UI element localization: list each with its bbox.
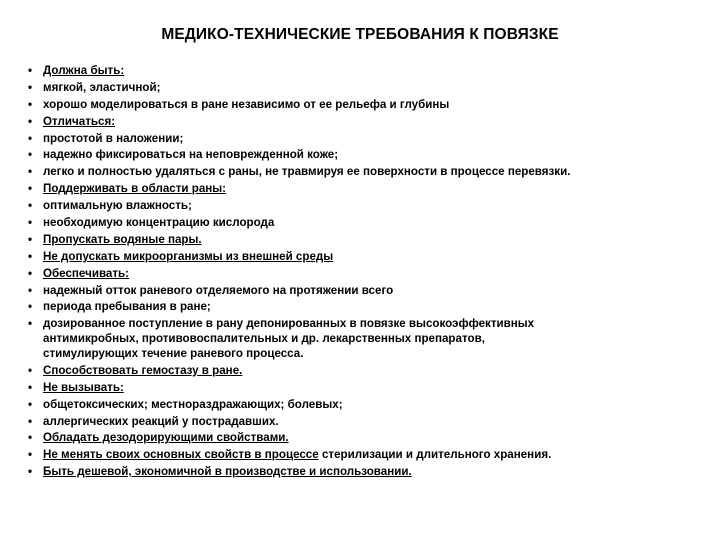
list-item bbox=[28, 64, 708, 79]
list-item-text: Отличаться: bbox=[43, 114, 116, 128]
list-item bbox=[28, 398, 708, 413]
list-item-text: Должна быть: bbox=[43, 64, 125, 77]
list-item-text: Не допускать микроорганизмы из внешней среды bbox=[43, 249, 334, 263]
list-item bbox=[28, 98, 708, 113]
list-item-text: общетоксических; местнораздражающих; болевых; bbox=[43, 397, 343, 411]
list-item-text: легко и полностью удаляться с раны, не травмируя ее поверхности в процессе перевязки. bbox=[43, 165, 571, 179]
list-item bbox=[28, 182, 708, 197]
list-item-text: периода пребывания в ране; bbox=[43, 300, 211, 314]
list-item bbox=[28, 165, 708, 180]
list-item-text: необходимую концентрацию кислорода bbox=[43, 216, 275, 230]
list-item bbox=[28, 267, 708, 282]
slide-title: МЕДИКО-ТЕХНИЧЕСКИЕ ТРЕБОВАНИЯ К ПОВЯЗКЕ bbox=[161, 26, 559, 43]
list-item bbox=[28, 81, 708, 96]
list-item bbox=[28, 132, 708, 147]
list-item bbox=[28, 233, 708, 248]
list-item-text: мягкой, эластичной; bbox=[43, 80, 161, 94]
list-item-text: Не вызывать: bbox=[43, 380, 124, 394]
list-item bbox=[28, 115, 708, 130]
list-item-text: стимулирующих течение раневого процесса. bbox=[43, 346, 304, 360]
list-item bbox=[28, 317, 708, 361]
list-item bbox=[28, 448, 708, 463]
list-item-text: антимикробных, противовоспалительных и др. лекарственных препаратов, bbox=[43, 332, 485, 346]
list-item bbox=[28, 216, 708, 231]
list-item-text: Не менять своих основных свойств в процессе bbox=[43, 448, 319, 462]
list-item-text: Пропускать водяные пары. bbox=[43, 232, 202, 246]
list-item-text: Обеспечивать: bbox=[43, 266, 130, 280]
list-item-text: надежный отток раневого отделяемого на протяжении всего bbox=[43, 283, 394, 297]
list-item-text: • дозированное поступление в рану депонированных в повязке высокоэффективных bbox=[43, 317, 535, 331]
requirements-list bbox=[28, 64, 708, 482]
list-item bbox=[28, 381, 708, 396]
list-item-text: оптимальную влажность; bbox=[43, 199, 192, 213]
list-item bbox=[28, 300, 708, 315]
list-item-text: аллергических реакций у пострадавших. bbox=[43, 414, 279, 428]
list-item-text: надежно фиксироваться на неповрежденной коже; bbox=[43, 148, 339, 162]
list-item bbox=[28, 250, 708, 265]
list-item-text: Обладать дезодорирующими свойствами. bbox=[43, 431, 289, 445]
list-item bbox=[28, 199, 708, 214]
list-item bbox=[28, 465, 708, 480]
list-item-text: Способствовать гемостазу в ране. bbox=[43, 363, 243, 377]
list-item bbox=[28, 431, 708, 446]
list-item bbox=[28, 284, 708, 299]
list-item bbox=[28, 364, 708, 379]
list-item-text: Поддерживать в области раны: bbox=[43, 182, 227, 196]
list-item-text: хорошо моделироваться в ране независимо от ее рельефа и глубины bbox=[43, 97, 450, 111]
list-item-text-tail: стерилизации и длительного хранения. bbox=[318, 448, 552, 462]
list-item bbox=[28, 415, 708, 430]
list-item bbox=[28, 148, 708, 163]
list-item-text: простотой в наложении; bbox=[43, 131, 184, 145]
list-item-text: Быть дешевой, экономичной в производстве и использовании. bbox=[43, 465, 412, 479]
